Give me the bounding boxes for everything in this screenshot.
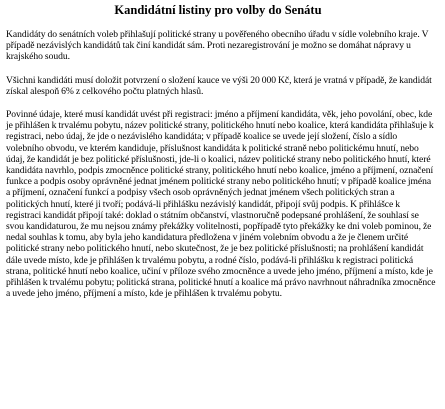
- paragraph-nomination: Kandidáty do senátních voleb přihlašují politické strany u pověřeného obecního úřadu v sídle volebního kraje. V případě nezávislých kandidátů tak činí kandidát sám. Proti nezaregistrování je možno se domáhat nápravy u krajského soudu.: [6, 29, 429, 63]
- document-title: Kandidátní listiny pro volby do Senátu: [114, 3, 322, 17]
- paragraph-required-data: Povinné údaje, které musí kandidát uvést při registraci: jméno a příjmení kandidáta, věk, jeho povolání, obec, kde je přihlášen k trvalému pobytu, název politické strany, politického hnutí nebo koalice, která kandidáta přihlašuje k registraci, nebo údaj, že jde o nezávislého kandidáta; v případě koalice se uvede její složení, číslo a sídlo volebního obvodu, ve kterém kandiduje, příslušnost kandidáta k politické straně nebo politickému hnutí, nebo údaj, že kandidát je bez politické příslušnosti, jde-li o koalici, název politické strany nebo politického hnutí, které kandidáta navrhlo, podpis zmocněnce politické strany, politického hnutí nebo koalice, jméno a příjmení, označení funkce a podpis osoby oprávněné jednat jménem politické strany nebo politického hnutí; v případě koalice jména a příjmení, označení funkcí a podpisy všech osob oprávněných jednat jménem všech politických stran a politických hnutí, které ji tvoří; podává-li přihlášku nezávislý kandidát, připojí svůj podpis. K přihlášce k registraci kandidát připojí také: doklad o státním občanství, vlastnoručně podepsané prohlášení, že souhlasí se svou kandidaturou, že mu nejsou známy překážky volitelnosti, popřípadě tyto překážky ke dni voleb pominou, že nedal souhlas k tomu, aby byla jeho kandidatura předložena v jiném volebním obvodu a že je členem určité politické strany nebo politického hnutí, nebo skutečnost, že je bez politické příslušnosti; na prohlášení kandidát dále uvede místo, kde je přihlášen k trvalému pobytu, a rodné číslo, podává-li přihlášku k registraci politická strana, politické hnutí nebo koalice, učiní v příloze svého zmocněnce a uvede jeho jméno, příjmení a místo, kde je přihlášen k trvalému pobytu; politická strana, politické hnutí a koalice má právo navrhnout náhradníka zmocněnce a uvede jeho jméno, příjmení a místo, kde je přihlášen k trvalému pobytu.: [6, 109, 436, 300]
- paragraph-deposit: Všichni kandidáti musí doložit potvrzení o složení kauce ve výši 20 000 Kč, která je vratná v případě, že kandidát získal alespoň 6% z celkového počtu platných hlasů.: [6, 74, 432, 97]
